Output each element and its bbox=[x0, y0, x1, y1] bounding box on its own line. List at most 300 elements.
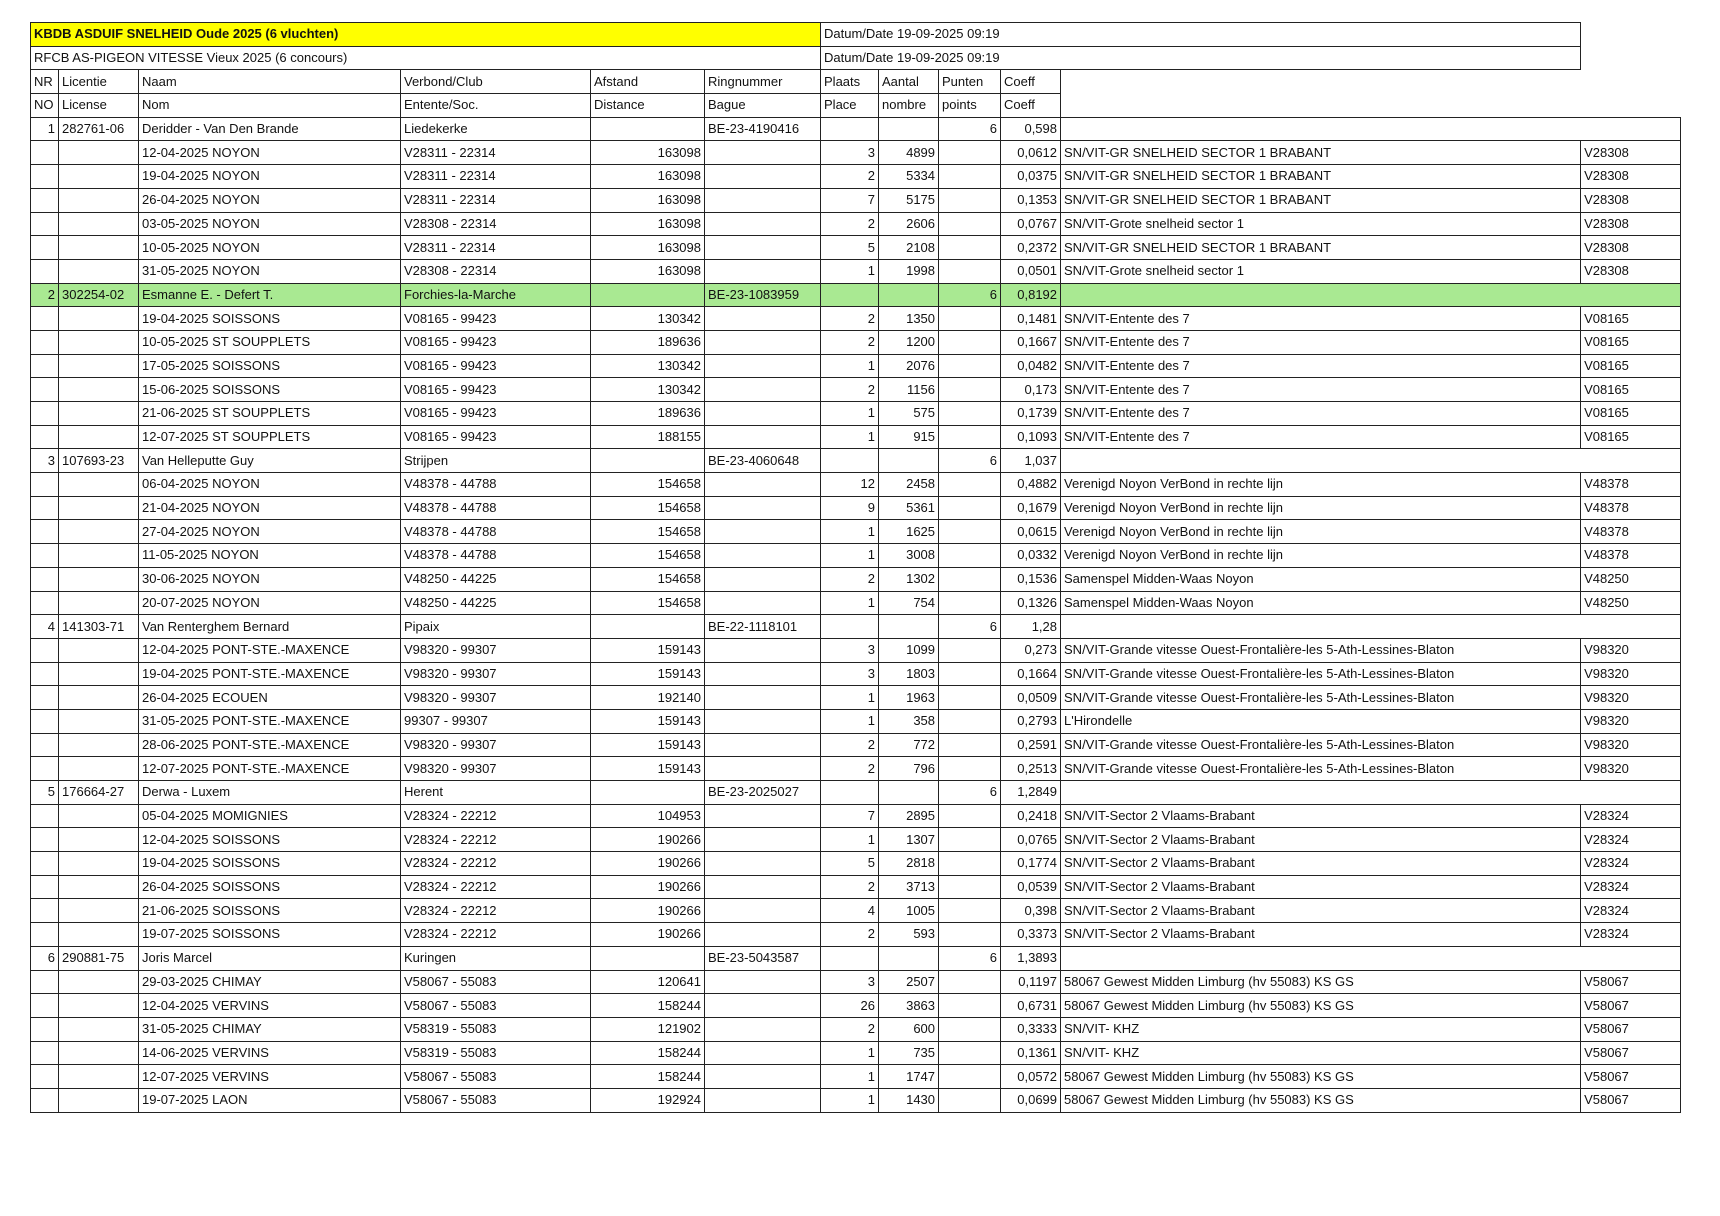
flight-place: 1 bbox=[821, 402, 879, 426]
flight-description: SN/VIT-Grande vitesse Ouest-Frontalière-les 5-Ath-Lessines-Blaton bbox=[1061, 686, 1581, 710]
flight-description: SN/VIT-Sector 2 Vlaams-Brabant bbox=[1061, 852, 1581, 876]
flight-place: 9 bbox=[821, 496, 879, 520]
flight-code: V58067 bbox=[1581, 1041, 1681, 1065]
flight-nr-empty bbox=[31, 709, 59, 733]
entry-place-empty bbox=[821, 946, 879, 970]
flight-distance: 154658 bbox=[591, 567, 705, 591]
flight-license-empty bbox=[59, 804, 139, 828]
flight-coeff: 0,1774 bbox=[1001, 852, 1061, 876]
flight-code: V08165 bbox=[1581, 378, 1681, 402]
flight-license-empty bbox=[59, 402, 139, 426]
entry-club: Kuringen bbox=[401, 946, 591, 970]
flight-row bbox=[31, 828, 1681, 852]
flight-description: Verenigd Noyon VerBond in rechte lijn bbox=[1061, 496, 1581, 520]
flight-coeff: 0,1667 bbox=[1001, 330, 1061, 354]
flight-coeff: 0,1664 bbox=[1001, 662, 1061, 686]
flight-code: V58067 bbox=[1581, 1088, 1681, 1112]
flight-club: 99307 - 99307 bbox=[401, 709, 591, 733]
flight-description: SN/VIT-Sector 2 Vlaams-Brabant bbox=[1061, 899, 1581, 923]
flight-code: V08165 bbox=[1581, 330, 1681, 354]
flight-nr-empty bbox=[31, 307, 59, 331]
flight-row bbox=[31, 638, 1681, 662]
flight-distance: 189636 bbox=[591, 330, 705, 354]
flight-description: Verenigd Noyon VerBond in rechte lijn bbox=[1061, 473, 1581, 497]
date-fr: Datum/Date 19-09-2025 09:19 bbox=[821, 46, 1581, 70]
entry-ring: BE-23-1083959 bbox=[705, 283, 821, 307]
flight-place: 1 bbox=[821, 709, 879, 733]
flight-date: 31-05-2025 NOYON bbox=[139, 259, 401, 283]
flight-count: 2507 bbox=[879, 970, 939, 994]
flight-count: 1302 bbox=[879, 567, 939, 591]
flight-nr-empty bbox=[31, 923, 59, 947]
flight-place: 1 bbox=[821, 425, 879, 449]
flight-count: 593 bbox=[879, 923, 939, 947]
flight-club: V48378 - 44788 bbox=[401, 496, 591, 520]
flight-date: 12-04-2025 PONT-STE.-MAXENCE bbox=[139, 638, 401, 662]
flight-license-empty bbox=[59, 354, 139, 378]
flight-license-empty bbox=[59, 473, 139, 497]
entry-tail bbox=[1061, 615, 1681, 639]
flight-distance: 159143 bbox=[591, 757, 705, 781]
entry-ring: BE-23-4190416 bbox=[705, 117, 821, 141]
flight-place: 1 bbox=[821, 520, 879, 544]
flight-code: V28324 bbox=[1581, 828, 1681, 852]
flight-place: 7 bbox=[821, 188, 879, 212]
flight-code: V28324 bbox=[1581, 852, 1681, 876]
flight-coeff: 0,2418 bbox=[1001, 804, 1061, 828]
col-header: Nom bbox=[139, 94, 401, 118]
flight-row bbox=[31, 852, 1681, 876]
title-nl: KBDB ASDUIF SNELHEID Oude 2025 (6 vluchten) bbox=[31, 23, 821, 47]
flight-description: SN/VIT-Grande vitesse Ouest-Frontalière-les 5-Ath-Lessines-Blaton bbox=[1061, 757, 1581, 781]
flight-distance: 163098 bbox=[591, 259, 705, 283]
entry-tail bbox=[1061, 449, 1681, 473]
flight-distance: 158244 bbox=[591, 1065, 705, 1089]
flight-place: 1 bbox=[821, 1088, 879, 1112]
flight-nr-empty bbox=[31, 402, 59, 426]
flight-ring-empty bbox=[705, 733, 821, 757]
flight-license-empty bbox=[59, 1065, 139, 1089]
flight-club: V08165 - 99423 bbox=[401, 402, 591, 426]
flight-row bbox=[31, 520, 1681, 544]
flight-points-empty bbox=[939, 473, 1001, 497]
flight-license-empty bbox=[59, 757, 139, 781]
flight-date: 12-04-2025 NOYON bbox=[139, 141, 401, 165]
entry-coeff: 0,8192 bbox=[1001, 283, 1061, 307]
flight-license-empty bbox=[59, 567, 139, 591]
entry-club: Liedekerke bbox=[401, 117, 591, 141]
flight-count: 2108 bbox=[879, 236, 939, 260]
flight-description: SN/VIT-Entente des 7 bbox=[1061, 378, 1581, 402]
flight-nr-empty bbox=[31, 259, 59, 283]
entry-place-empty bbox=[821, 615, 879, 639]
col-header: points bbox=[939, 94, 1001, 118]
flight-ring-empty bbox=[705, 212, 821, 236]
flight-row bbox=[31, 1065, 1681, 1089]
flight-description: Samenspel Midden-Waas Noyon bbox=[1061, 567, 1581, 591]
flight-points-empty bbox=[939, 402, 1001, 426]
flight-row bbox=[31, 141, 1681, 165]
flight-points-empty bbox=[939, 354, 1001, 378]
flight-count: 1200 bbox=[879, 330, 939, 354]
flight-coeff: 0,1353 bbox=[1001, 188, 1061, 212]
flight-nr-empty bbox=[31, 1088, 59, 1112]
flight-description: SN/VIT-Grande vitesse Ouest-Frontalière-les 5-Ath-Lessines-Blaton bbox=[1061, 662, 1581, 686]
flight-nr-empty bbox=[31, 852, 59, 876]
flight-club: V28324 - 22212 bbox=[401, 828, 591, 852]
flight-club: V08165 - 99423 bbox=[401, 354, 591, 378]
flight-distance: 159143 bbox=[591, 662, 705, 686]
entry-license: 302254-02 bbox=[59, 283, 139, 307]
flight-club: V58067 - 55083 bbox=[401, 1088, 591, 1112]
flight-ring-empty bbox=[705, 188, 821, 212]
flight-ring-empty bbox=[705, 496, 821, 520]
flight-nr-empty bbox=[31, 591, 59, 615]
flight-ring-empty bbox=[705, 307, 821, 331]
flight-ring-empty bbox=[705, 662, 821, 686]
flight-distance: 163098 bbox=[591, 212, 705, 236]
flight-points-empty bbox=[939, 686, 1001, 710]
flight-description: SN/VIT-GR SNELHEID SECTOR 1 BRABANT bbox=[1061, 236, 1581, 260]
flight-points-empty bbox=[939, 709, 1001, 733]
flight-date: 26-04-2025 NOYON bbox=[139, 188, 401, 212]
flight-distance: 163098 bbox=[591, 236, 705, 260]
flight-distance: 130342 bbox=[591, 378, 705, 402]
flight-coeff: 0,1536 bbox=[1001, 567, 1061, 591]
flight-points-empty bbox=[939, 899, 1001, 923]
flight-row bbox=[31, 923, 1681, 947]
col-header: nombre bbox=[879, 94, 939, 118]
flight-distance: 159143 bbox=[591, 733, 705, 757]
flight-description: 58067 Gewest Midden Limburg (hv 55083) KS GS bbox=[1061, 970, 1581, 994]
flight-coeff: 0,1679 bbox=[1001, 496, 1061, 520]
entry-points: 6 bbox=[939, 615, 1001, 639]
flight-row bbox=[31, 709, 1681, 733]
flight-distance: 190266 bbox=[591, 852, 705, 876]
header-row-fr bbox=[31, 94, 1681, 118]
entry-row bbox=[31, 946, 1681, 970]
flight-place: 1 bbox=[821, 591, 879, 615]
entry-distance-empty bbox=[591, 449, 705, 473]
flight-points-empty bbox=[939, 567, 1001, 591]
entry-count-empty bbox=[879, 781, 939, 805]
flight-description: SN/VIT-Entente des 7 bbox=[1061, 330, 1581, 354]
flight-description: 58067 Gewest Midden Limburg (hv 55083) KS GS bbox=[1061, 994, 1581, 1018]
flight-nr-empty bbox=[31, 236, 59, 260]
flight-date: 17-05-2025 SOISSONS bbox=[139, 354, 401, 378]
flight-description: SN/VIT-GR SNELHEID SECTOR 1 BRABANT bbox=[1061, 188, 1581, 212]
flight-points-empty bbox=[939, 259, 1001, 283]
flight-points-empty bbox=[939, 1017, 1001, 1041]
flight-distance: 159143 bbox=[591, 638, 705, 662]
entry-nr: 3 bbox=[31, 449, 59, 473]
col-header: Licentie bbox=[59, 70, 139, 94]
flight-description: SN/VIT-Entente des 7 bbox=[1061, 354, 1581, 378]
flight-date: 21-06-2025 ST SOUPPLETS bbox=[139, 402, 401, 426]
flight-count: 1307 bbox=[879, 828, 939, 852]
flight-license-empty bbox=[59, 520, 139, 544]
flight-nr-empty bbox=[31, 757, 59, 781]
flight-points-empty bbox=[939, 828, 1001, 852]
flight-date: 05-04-2025 MOMIGNIES bbox=[139, 804, 401, 828]
flight-coeff: 0,273 bbox=[1001, 638, 1061, 662]
entry-nr: 4 bbox=[31, 615, 59, 639]
flight-code: V08165 bbox=[1581, 425, 1681, 449]
flight-code: V28324 bbox=[1581, 804, 1681, 828]
flight-code: V28324 bbox=[1581, 875, 1681, 899]
flight-club: V98320 - 99307 bbox=[401, 638, 591, 662]
flight-coeff: 0,0767 bbox=[1001, 212, 1061, 236]
flight-nr-empty bbox=[31, 899, 59, 923]
flight-coeff: 0,4882 bbox=[1001, 473, 1061, 497]
flight-row bbox=[31, 875, 1681, 899]
entry-points: 6 bbox=[939, 946, 1001, 970]
flight-license-empty bbox=[59, 212, 139, 236]
flight-code: V28324 bbox=[1581, 899, 1681, 923]
flight-club: V28324 - 22212 bbox=[401, 923, 591, 947]
flight-nr-empty bbox=[31, 875, 59, 899]
flight-date: 19-07-2025 SOISSONS bbox=[139, 923, 401, 947]
entry-distance-empty bbox=[591, 946, 705, 970]
entry-ring: BE-23-5043587 bbox=[705, 946, 821, 970]
flight-club: V58067 - 55083 bbox=[401, 1065, 591, 1089]
flight-date: 06-04-2025 NOYON bbox=[139, 473, 401, 497]
flight-nr-empty bbox=[31, 994, 59, 1018]
entry-name: Esmanne E. - Defert T. bbox=[139, 283, 401, 307]
entry-count-empty bbox=[879, 117, 939, 141]
flight-description: SN/VIT-Grote snelheid sector 1 bbox=[1061, 212, 1581, 236]
flight-count: 1430 bbox=[879, 1088, 939, 1112]
flight-place: 2 bbox=[821, 165, 879, 189]
flight-row bbox=[31, 804, 1681, 828]
entry-row bbox=[31, 283, 1681, 307]
flight-code: V08165 bbox=[1581, 402, 1681, 426]
flight-count: 600 bbox=[879, 1017, 939, 1041]
flight-code: V28308 bbox=[1581, 188, 1681, 212]
flight-date: 31-05-2025 CHIMAY bbox=[139, 1017, 401, 1041]
col-header: Bague bbox=[705, 94, 821, 118]
flight-coeff: 0,1361 bbox=[1001, 1041, 1061, 1065]
entry-club: Pipaix bbox=[401, 615, 591, 639]
flight-club: V48378 - 44788 bbox=[401, 520, 591, 544]
flight-date: 12-07-2025 PONT-STE.-MAXENCE bbox=[139, 757, 401, 781]
flight-nr-empty bbox=[31, 165, 59, 189]
flight-club: V98320 - 99307 bbox=[401, 733, 591, 757]
flight-ring-empty bbox=[705, 686, 821, 710]
flight-place: 3 bbox=[821, 638, 879, 662]
flight-club: V48378 - 44788 bbox=[401, 473, 591, 497]
flight-club: V58067 - 55083 bbox=[401, 970, 591, 994]
flight-points-empty bbox=[939, 757, 1001, 781]
entry-points: 6 bbox=[939, 283, 1001, 307]
flight-description: SN/VIT-Grote snelheid sector 1 bbox=[1061, 259, 1581, 283]
flight-place: 2 bbox=[821, 307, 879, 331]
flight-count: 796 bbox=[879, 757, 939, 781]
flight-points-empty bbox=[939, 994, 1001, 1018]
flight-count: 2076 bbox=[879, 354, 939, 378]
flight-row bbox=[31, 662, 1681, 686]
flight-points-empty bbox=[939, 141, 1001, 165]
flight-license-empty bbox=[59, 330, 139, 354]
flight-count: 2818 bbox=[879, 852, 939, 876]
entry-club: Strijpen bbox=[401, 449, 591, 473]
flight-description: SN/VIT-GR SNELHEID SECTOR 1 BRABANT bbox=[1061, 141, 1581, 165]
flight-count: 1005 bbox=[879, 899, 939, 923]
flight-points-empty bbox=[939, 188, 1001, 212]
flight-description: SN/VIT-Grande vitesse Ouest-Frontalière-les 5-Ath-Lessines-Blaton bbox=[1061, 733, 1581, 757]
col-header: License bbox=[59, 94, 139, 118]
flight-nr-empty bbox=[31, 733, 59, 757]
flight-coeff: 0,1739 bbox=[1001, 402, 1061, 426]
flight-points-empty bbox=[939, 923, 1001, 947]
flight-license-empty bbox=[59, 923, 139, 947]
flight-license-empty bbox=[59, 1088, 139, 1112]
flight-ring-empty bbox=[705, 994, 821, 1018]
entry-name: Joris Marcel bbox=[139, 946, 401, 970]
entry-nr: 6 bbox=[31, 946, 59, 970]
col-header: Punten bbox=[939, 70, 1001, 94]
flight-date: 14-06-2025 VERVINS bbox=[139, 1041, 401, 1065]
flight-coeff: 0,0509 bbox=[1001, 686, 1061, 710]
flight-points-empty bbox=[939, 1041, 1001, 1065]
flight-coeff: 0,0572 bbox=[1001, 1065, 1061, 1089]
flight-ring-empty bbox=[705, 1088, 821, 1112]
flight-points-empty bbox=[939, 165, 1001, 189]
flight-count: 772 bbox=[879, 733, 939, 757]
flight-place: 5 bbox=[821, 852, 879, 876]
flight-description: 58067 Gewest Midden Limburg (hv 55083) KS GS bbox=[1061, 1065, 1581, 1089]
entry-distance-empty bbox=[591, 615, 705, 639]
entry-tail bbox=[1061, 117, 1681, 141]
entry-name: Derwa - Luxem bbox=[139, 781, 401, 805]
flight-count: 735 bbox=[879, 1041, 939, 1065]
flight-club: V08165 - 99423 bbox=[401, 330, 591, 354]
flight-coeff: 0,0482 bbox=[1001, 354, 1061, 378]
flight-ring-empty bbox=[705, 259, 821, 283]
flight-license-empty bbox=[59, 141, 139, 165]
flight-place: 4 bbox=[821, 899, 879, 923]
flight-nr-empty bbox=[31, 520, 59, 544]
entry-count-empty bbox=[879, 615, 939, 639]
flight-count: 3713 bbox=[879, 875, 939, 899]
flight-club: V28324 - 22212 bbox=[401, 804, 591, 828]
flight-row bbox=[31, 212, 1681, 236]
flight-date: 10-05-2025 NOYON bbox=[139, 236, 401, 260]
flight-points-empty bbox=[939, 638, 1001, 662]
flight-license-empty bbox=[59, 994, 139, 1018]
flight-license-empty bbox=[59, 899, 139, 923]
entry-club: Forchies-la-Marche bbox=[401, 283, 591, 307]
flight-date: 27-04-2025 NOYON bbox=[139, 520, 401, 544]
flight-code: V98320 bbox=[1581, 757, 1681, 781]
flight-code: V58067 bbox=[1581, 970, 1681, 994]
flight-distance: 158244 bbox=[591, 994, 705, 1018]
col-header: Ringnummer bbox=[705, 70, 821, 94]
flight-date: 28-06-2025 PONT-STE.-MAXENCE bbox=[139, 733, 401, 757]
flight-date: 10-05-2025 ST SOUPPLETS bbox=[139, 330, 401, 354]
flight-points-empty bbox=[939, 236, 1001, 260]
flight-ring-empty bbox=[705, 330, 821, 354]
flight-count: 1625 bbox=[879, 520, 939, 544]
flight-distance: 130342 bbox=[591, 354, 705, 378]
flight-ring-empty bbox=[705, 165, 821, 189]
flight-club: V48250 - 44225 bbox=[401, 567, 591, 591]
flight-nr-empty bbox=[31, 425, 59, 449]
flight-code: V48378 bbox=[1581, 496, 1681, 520]
flight-distance: 154658 bbox=[591, 473, 705, 497]
flight-points-empty bbox=[939, 496, 1001, 520]
flight-points-empty bbox=[939, 425, 1001, 449]
flight-coeff: 0,173 bbox=[1001, 378, 1061, 402]
flight-club: V28311 - 22314 bbox=[401, 165, 591, 189]
flight-club: V48378 - 44788 bbox=[401, 544, 591, 568]
flight-date: 19-07-2025 LAON bbox=[139, 1088, 401, 1112]
flight-distance: 192140 bbox=[591, 686, 705, 710]
flight-points-empty bbox=[939, 875, 1001, 899]
flight-coeff: 0,1093 bbox=[1001, 425, 1061, 449]
entry-ring: BE-22-1118101 bbox=[705, 615, 821, 639]
entry-distance-empty bbox=[591, 283, 705, 307]
flight-date: 21-04-2025 NOYON bbox=[139, 496, 401, 520]
flight-count: 1099 bbox=[879, 638, 939, 662]
entry-ring: BE-23-4060648 bbox=[705, 449, 821, 473]
entry-count-empty bbox=[879, 946, 939, 970]
entry-license: 107693-23 bbox=[59, 449, 139, 473]
entry-row bbox=[31, 117, 1681, 141]
col-header: Verbond/Club bbox=[401, 70, 591, 94]
flight-nr-empty bbox=[31, 686, 59, 710]
flight-coeff: 0,2591 bbox=[1001, 733, 1061, 757]
flight-distance: 189636 bbox=[591, 402, 705, 426]
flight-description: Samenspel Midden-Waas Noyon bbox=[1061, 591, 1581, 615]
flight-points-empty bbox=[939, 1065, 1001, 1089]
flight-nr-empty bbox=[31, 567, 59, 591]
entry-nr: 2 bbox=[31, 283, 59, 307]
entry-nr: 1 bbox=[31, 117, 59, 141]
flight-count: 2606 bbox=[879, 212, 939, 236]
flight-count: 3863 bbox=[879, 994, 939, 1018]
flight-club: V08165 - 99423 bbox=[401, 307, 591, 331]
flight-count: 358 bbox=[879, 709, 939, 733]
flight-coeff: 0,0765 bbox=[1001, 828, 1061, 852]
flight-ring-empty bbox=[705, 141, 821, 165]
flight-place: 2 bbox=[821, 567, 879, 591]
flight-license-empty bbox=[59, 638, 139, 662]
flight-row bbox=[31, 473, 1681, 497]
flight-place: 2 bbox=[821, 875, 879, 899]
flight-row bbox=[31, 1041, 1681, 1065]
flight-ring-empty bbox=[705, 520, 821, 544]
flight-coeff: 0,2793 bbox=[1001, 709, 1061, 733]
flight-place: 1 bbox=[821, 686, 879, 710]
flight-coeff: 0,3373 bbox=[1001, 923, 1061, 947]
flight-description: SN/VIT-Sector 2 Vlaams-Brabant bbox=[1061, 923, 1581, 947]
flight-date: 19-04-2025 SOISSONS bbox=[139, 852, 401, 876]
flight-row bbox=[31, 496, 1681, 520]
flight-coeff: 0,0332 bbox=[1001, 544, 1061, 568]
flight-nr-empty bbox=[31, 330, 59, 354]
flight-place: 3 bbox=[821, 970, 879, 994]
flight-points-empty bbox=[939, 212, 1001, 236]
flight-row bbox=[31, 307, 1681, 331]
flight-row bbox=[31, 899, 1681, 923]
flight-ring-empty bbox=[705, 970, 821, 994]
flight-nr-empty bbox=[31, 1017, 59, 1041]
results-table bbox=[30, 22, 1681, 1113]
flight-row bbox=[31, 757, 1681, 781]
flight-distance: 120641 bbox=[591, 970, 705, 994]
flight-nr-empty bbox=[31, 804, 59, 828]
